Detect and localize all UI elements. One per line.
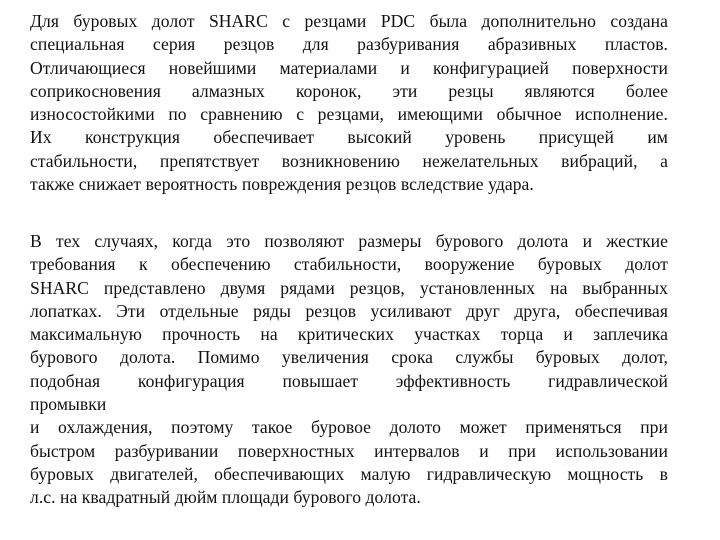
text-line: специальная серия резцов для разбуривания абразивных пластов. (30, 34, 668, 55)
text-line: также снижает вероятность повреждения резцов вследствие удара. (30, 174, 534, 195)
text-line: и охлаждения, поэтому такое буровое долото может применяться при (30, 417, 668, 438)
text-line: SHARC представлено двумя рядами резцов, установленных на выбранных (30, 277, 668, 298)
text-line: стабильности, препятствует возникновению нежелательных вибраций, а (30, 150, 668, 171)
text-line: максимальную прочность на критических участках торца и заплечика (30, 324, 668, 345)
text-line: В тех случаях, когда это позволяют размеры бурового долота и жесткие (30, 231, 668, 251)
paragraph-double-row-cutters (30, 230, 668, 510)
text-line: требования к обеспечению стабильности, вооружение буровых долот (30, 254, 668, 275)
text-line: лопатках. Эти отдельные ряды резцов усиливают друг друга, обеспечивая (30, 300, 668, 321)
text-line: л.с. на квадратный дюйм площади бурового долота. (30, 487, 421, 508)
text-line: подобная конфигурация повышает эффективность гидравлической (30, 370, 668, 391)
text-line: соприкосновения алмазных коронок, эти резцы являются более (30, 80, 668, 101)
paragraph-sharc-cutters (30, 10, 668, 196)
text-line: Для буровых долот SHARC с резцами PDC была дополнительно создана (30, 11, 668, 31)
text-line: Отличающиеся новейшими материалами и конфигурацией поверхности (30, 57, 668, 78)
text-line: бурового долота. Помимо увеличения срока службы буровых долот, (30, 347, 668, 368)
text-line: Их конструкция обеспечивает высокий уровень присущей им (30, 127, 668, 148)
text-line: износостойкими по сравнению с резцами, имеющими обычное исполнение. (30, 104, 668, 125)
text-line: промывки (30, 394, 107, 415)
text-line: быстром разбуривании поверхностных интервалов и при использовании (30, 440, 668, 461)
text-line: буровых двигателей, обеспечивающих малую гидравлическую мощность в (30, 463, 668, 484)
